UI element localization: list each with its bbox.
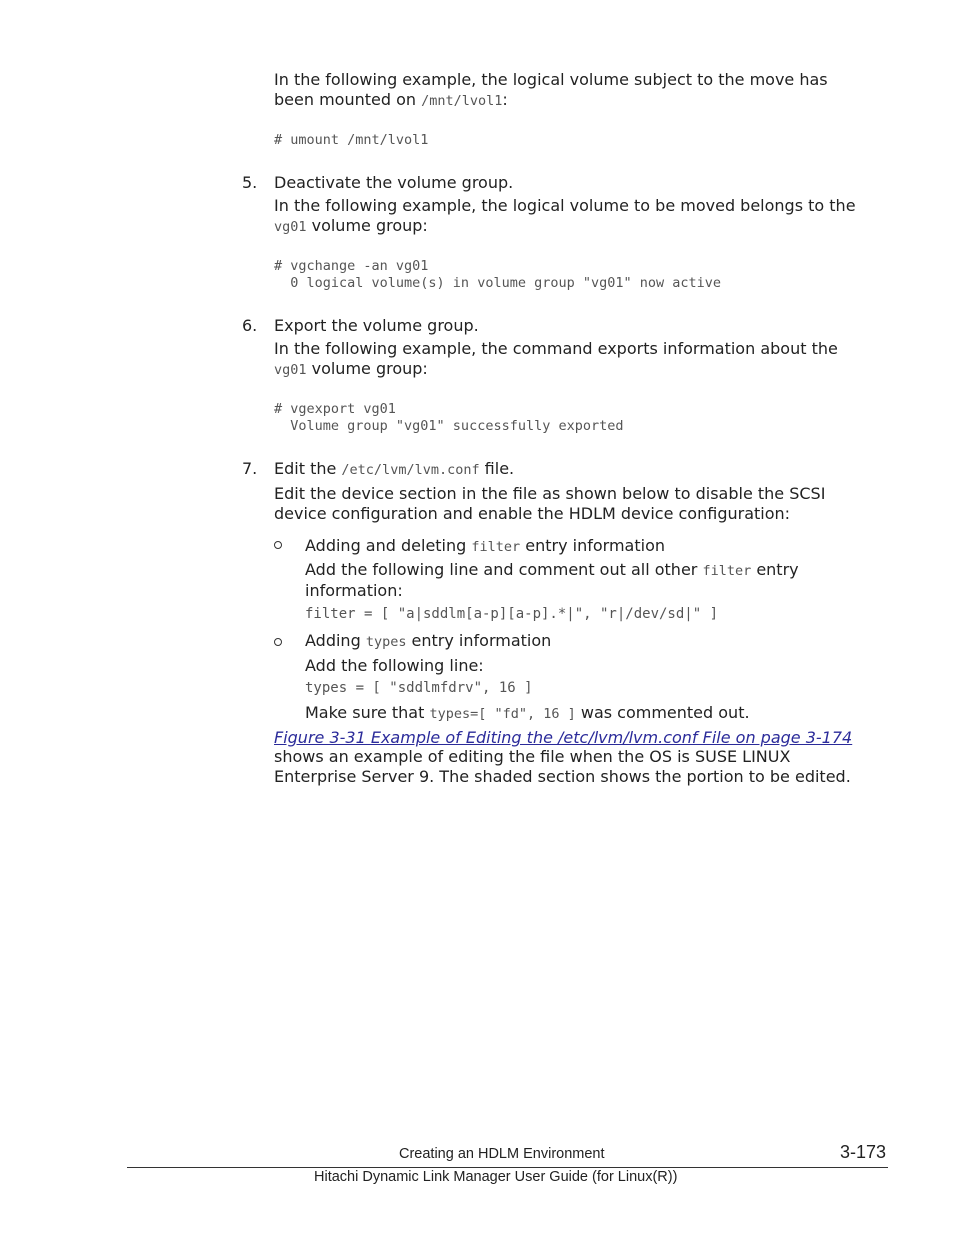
bullet-circle-icon (274, 638, 282, 646)
footer-guide-title: Hitachi Dynamic Link Manager User Guide (for Linux(R)) (314, 1169, 678, 1185)
step-number: 5. (242, 173, 258, 192)
inline-code: filter (702, 563, 752, 579)
code-line-filter: filter = [ "a|sddlm[a-p][a-p].*|", "r|/dev/sd|" ] (305, 606, 719, 622)
step-number: 7. (242, 459, 258, 478)
bullet1-desc-text: Add the following line and comment out all other (305, 560, 703, 579)
page-number: 3-173 (840, 1142, 887, 1162)
intro-line2-text: been mounted on (274, 90, 422, 109)
step6-line2 (274, 359, 428, 380)
after-link-line1: shows an example of editing the file when the OS is SUSE LINUX (274, 747, 791, 766)
step6-line1: In the following example, the command exports information about the (274, 339, 838, 358)
code-line-vgchange: # vgchange -an vg01 (274, 258, 429, 274)
inline-code: vg01 (274, 362, 307, 378)
intro-line2-suffix: : (502, 90, 508, 109)
inline-code: types=[ "fd", 16 ] (429, 706, 576, 722)
figure-link-line (274, 728, 852, 748)
step7-title-text: Edit the (274, 459, 342, 478)
inline-code: filter (471, 539, 521, 555)
step5-line2-text: volume group: (306, 216, 428, 235)
bullet2-note (305, 703, 750, 724)
bullet1-title-text: Adding and deleting (305, 536, 472, 555)
intro-line1: In the following example, the logical volume subject to the move has (274, 70, 828, 89)
bullet2-desc: Add the following line: (305, 656, 484, 675)
intro-line2 (274, 90, 508, 111)
code-line-vgexport: # vgexport vg01 (274, 401, 396, 417)
bullet-circle-icon (274, 541, 282, 549)
footer-divider (127, 1167, 888, 1168)
inline-code: /mnt/lvol1 (421, 93, 503, 109)
bullet1-desc2: information: (305, 581, 403, 600)
code-block-umount: # umount /mnt/lvol1 (274, 132, 429, 148)
footer-section-title: Creating an HDLM Environment (399, 1146, 605, 1162)
bullet2-note-text: Make sure that (305, 703, 430, 722)
bullet2-note-suffix: was commented out. (575, 703, 750, 722)
figure-3-31-link[interactable]: Figure 3-31 Example of Editing the /etc/lvm/lvm.conf File on page 3-174 (274, 728, 853, 747)
step5-title: Deactivate the volume group. (274, 173, 514, 192)
step7-title-suffix: file. (479, 459, 515, 478)
code-line-vgexport-output: Volume group "vg01" successfully exported (274, 418, 624, 434)
bullet2-title-text: Adding (305, 631, 366, 650)
step7-title (274, 459, 514, 480)
step6-title: Export the volume group. (274, 316, 479, 335)
step-number: 6. (242, 316, 258, 335)
bullet2-title-suffix: entry information (406, 631, 552, 650)
step5-line1: In the following example, the logical volume to be moved belongs to the (274, 196, 856, 215)
step7-line2: device configuration and enable the HDLM device configuration: (274, 504, 791, 523)
step5-line2 (274, 216, 428, 237)
bullet2-title (305, 631, 551, 652)
inline-code: vg01 (274, 219, 307, 235)
inline-code: types (365, 634, 407, 650)
bullet1-title (305, 536, 665, 557)
step6-line2-text: volume group: (306, 359, 428, 378)
bullet1-desc-suffix: entry (751, 560, 799, 579)
code-line-types: types = [ "sddlmfdrv", 16 ] (305, 680, 533, 696)
bullet1-title-suffix: entry information (520, 536, 665, 555)
inline-code: /etc/lvm/lvm.conf (341, 462, 480, 478)
bullet1-desc1 (305, 560, 799, 581)
after-link-line2: Enterprise Server 9. The shaded section shows the portion to be edited. (274, 767, 851, 786)
step7-line1: Edit the device section in the file as shown below to disable the SCSI (274, 484, 826, 503)
code-line-vgchange-output: 0 logical volume(s) in volume group "vg01" now active (274, 275, 722, 291)
